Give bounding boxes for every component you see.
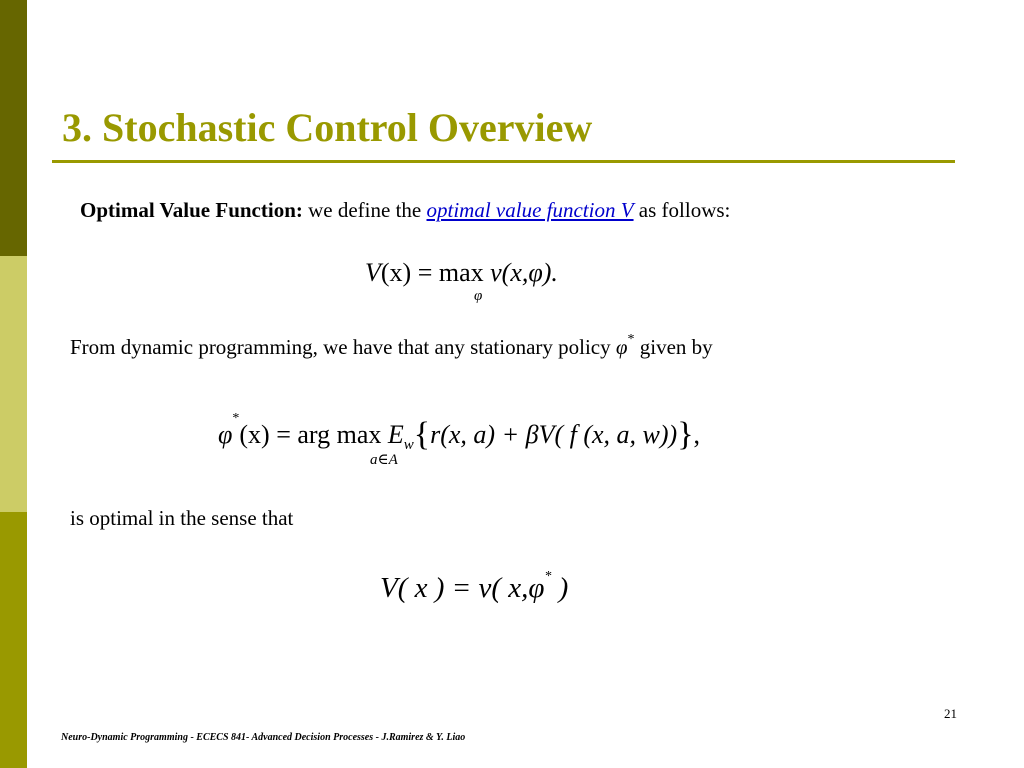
equation-optimal-policy bbox=[218, 411, 701, 468]
eq3-end: ) bbox=[551, 572, 569, 604]
eq2-subscript: a∈A bbox=[370, 452, 398, 468]
equation-value-function bbox=[365, 258, 558, 304]
eq1-rhs: v(x,φ). bbox=[490, 258, 558, 287]
optimality-paragraph: is optimal in the sense that bbox=[70, 506, 294, 530]
eq2-text2: r(x, a) + βV( f (x, a, w)) bbox=[430, 420, 678, 449]
eq1-subscript: φ bbox=[474, 288, 483, 304]
eq2-left-brace: { bbox=[413, 416, 431, 453]
definition-paragraph bbox=[80, 198, 730, 223]
eq1-lhs: V bbox=[365, 258, 381, 287]
definition-text: we define the bbox=[302, 198, 427, 222]
dp-paragraph bbox=[70, 332, 713, 360]
eq1-arg: (x) = max bbox=[380, 258, 491, 287]
eq3-star: * bbox=[544, 569, 552, 584]
slide-title: 3. Stochastic Control Overview bbox=[62, 105, 593, 150]
title-divider bbox=[52, 160, 955, 163]
side-bar-bottom bbox=[0, 512, 27, 768]
dp-end: given by bbox=[634, 335, 713, 359]
page-number: 21 bbox=[944, 706, 957, 721]
definition-term: Optimal Value Function: bbox=[80, 198, 303, 222]
dp-phi: φ bbox=[615, 335, 628, 359]
eq2-phi: φ bbox=[218, 420, 233, 449]
eq2-text1: (x) = arg max bbox=[239, 420, 388, 449]
eq3-text: V( x ) = v( x,φ bbox=[380, 572, 545, 604]
optimal-value-function-link[interactable]: optimal value function V bbox=[426, 198, 634, 222]
eq2-comma: , bbox=[693, 420, 701, 449]
definition-end: as follows: bbox=[633, 198, 731, 222]
eq2-right-brace: } bbox=[677, 416, 694, 453]
eq2-E: E bbox=[387, 420, 404, 449]
side-bar-middle bbox=[0, 256, 27, 512]
equation-optimality bbox=[380, 569, 569, 605]
dp-star: * bbox=[627, 332, 635, 347]
dp-text: From dynamic programming, we have that any stationary policy bbox=[70, 335, 616, 359]
side-bar-top bbox=[0, 0, 27, 256]
footer-text: Neuro-Dynamic Programming - ECECS 841- Advanced Decision Processes - J.Ramirez & Y. Liao bbox=[61, 732, 466, 743]
eq2-star: * bbox=[232, 411, 240, 426]
eq2-w: w bbox=[403, 437, 414, 454]
